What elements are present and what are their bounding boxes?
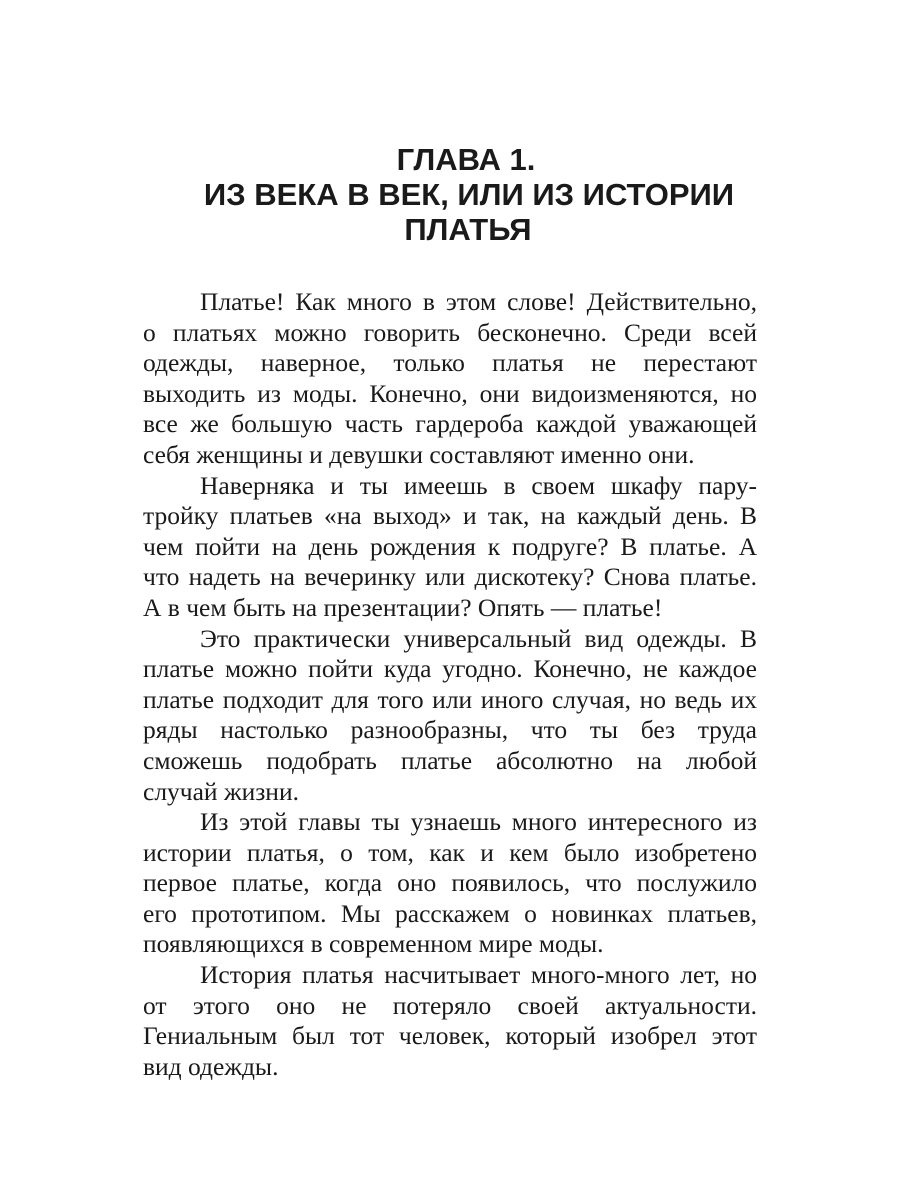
text-line: сможешь подобрать платье абсолютно на любой	[143, 745, 757, 775]
paragraph	[143, 807, 757, 960]
text-line: от этого оно не потеряло своей актуальности.	[143, 990, 757, 1020]
text-line: История платья насчитывает много-много лет, но	[200, 960, 757, 990]
paragraph	[143, 287, 757, 471]
chapter-heading	[143, 0, 757, 247]
text-line: Наверняка и ты имеешь в своем шкафу пару-	[200, 470, 757, 500]
text-line: ряды настолько разнообразны, что ты без труда	[143, 715, 757, 745]
text-line: себя женщины и девушки составляют именно они.	[143, 439, 695, 469]
text-line: Гениальным был тот человек, который изобрел этот	[143, 1021, 757, 1051]
text-line: Из этой главы ты узнаешь много интересного из	[200, 807, 757, 837]
text-line: истории платья, о том, как и кем было изобретено	[143, 837, 757, 867]
chapter-number: ГЛАВА 1.	[396, 142, 536, 177]
text-line: его прототипом. Мы расскажем о новинках платьев,	[143, 898, 757, 928]
text-line: Платье! Как много в этом слове! Действительно,	[200, 287, 757, 316]
text-line: первое платье, когда оно появилось, что послужило	[143, 868, 757, 898]
text-line: чем пойти на день рождения к подруге? В платье. А	[143, 531, 757, 561]
text-line: случай жизни.	[143, 776, 299, 806]
text-line: одежды, наверное, только платья не перестают	[143, 348, 757, 378]
text-line: Это практически универсальный вид одежды. В	[200, 623, 757, 653]
text-line: платье можно пойти куда угодно. Конечно, не каждое	[143, 654, 757, 684]
chapter-body	[143, 287, 757, 1082]
paragraph	[143, 624, 757, 808]
text-line: появляющихся в современном мире моды.	[143, 929, 604, 959]
text-line: выходить из моды. Конечно, они видоизменяются, но	[143, 378, 757, 408]
text-line: о платьях можно говорить бесконечно. Среди всей	[143, 317, 757, 347]
paragraph	[143, 960, 757, 1082]
text-line: вид одежды.	[143, 1051, 279, 1081]
chapter-title-line: ИЗ ВЕКА В ВЕК, ИЛИ ИЗ ИСТОРИИ	[203, 177, 735, 212]
text-line: все же большую часть гардероба каждой уважающей	[143, 409, 757, 439]
text-line: А в чем быть на презентации? Опять — платье!	[143, 592, 663, 622]
text-line: что надеть на вечеринку или дискотеку? Снова платье.	[143, 562, 757, 592]
text-line: платье подходит для того или иного случая, но ведь их	[143, 684, 757, 714]
chapter-title-line: ПЛАТЬЯ	[404, 212, 532, 247]
paragraph	[143, 471, 757, 624]
text-line: тройку платьев «на выход» и так, на каждый день. В	[143, 501, 757, 531]
book-page	[143, 0, 757, 1200]
